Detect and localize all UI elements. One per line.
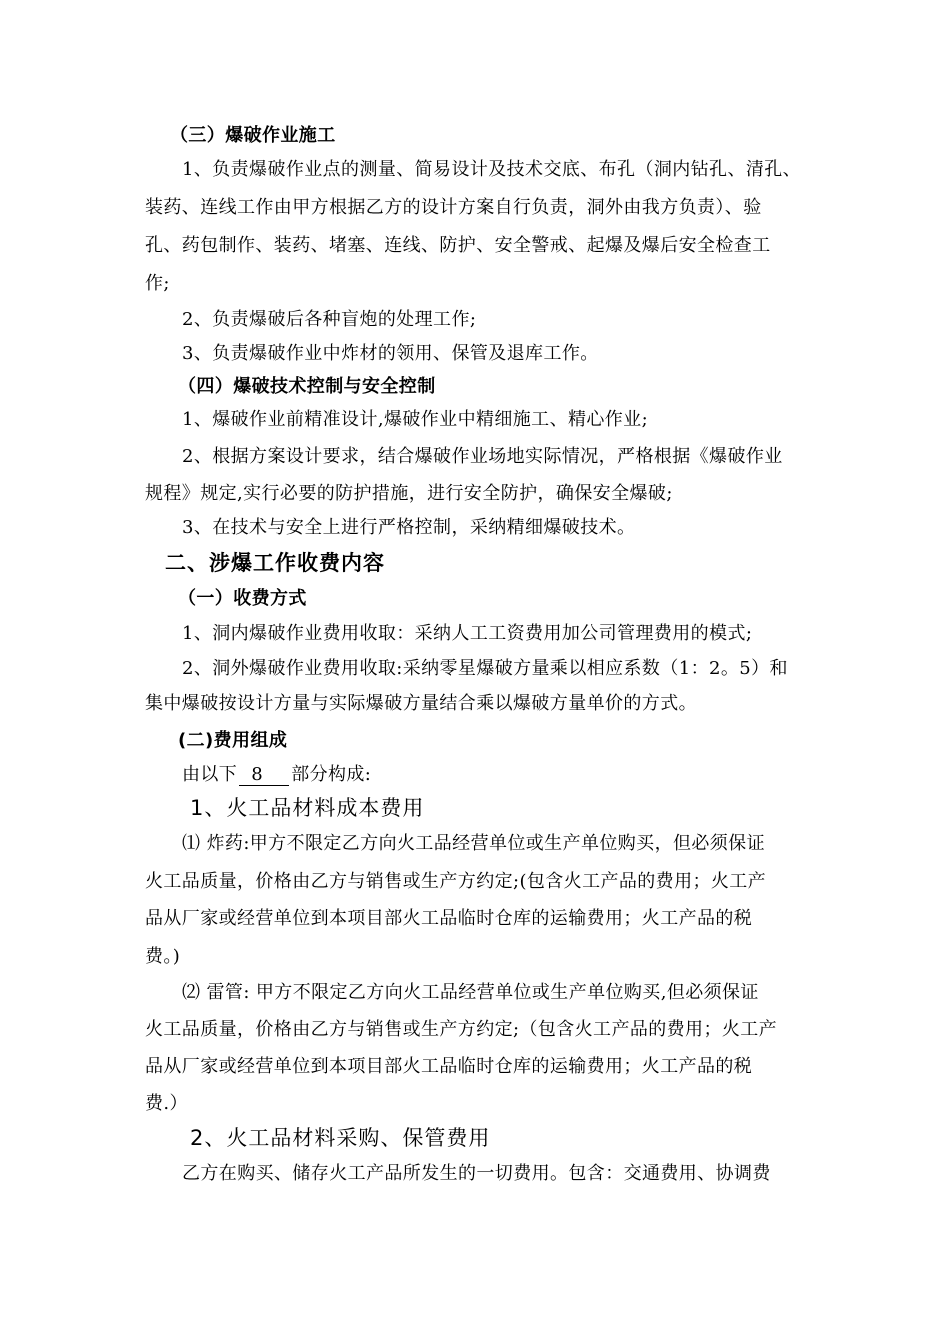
section-3-paragraph-1-line-1: 1、负责爆破作业点的测量、简易设计及技术交底、布孔（洞内钻孔、清孔、: [182, 159, 802, 180]
item-1-b-line-3: 品从厂家或经营单位到本项目部火工品临时仓库的运输费用；火工产品的税: [145, 1056, 753, 1077]
section-3-paragraph-1-line-4: 作;: [145, 273, 170, 294]
item-2-heading: 2、火工品材料采购、保管费用: [190, 1126, 491, 1150]
item-1-a-line-1: ⑴ 炸药:甲方不限定乙方向火工品经营单位或生产单位购买，但必须保证: [182, 833, 765, 854]
section-3-paragraph-2: 2、负责爆破后各种盲炮的处理工作;: [182, 309, 477, 330]
section-3-heading: （三）爆破作业施工: [170, 125, 336, 146]
section-3-paragraph-1-line-3: 孔、药包制作、装药、堵塞、连线、防护、安全警戒、起爆及爆后安全检查工: [145, 235, 771, 256]
fee-method-heading: （一）收费方式: [178, 588, 307, 609]
fee-method-paragraph-2-line-1: 2、洞外爆破作业费用收取:采纳零星爆破方量乘以相应系数（1：2。5）和: [182, 658, 788, 679]
intro-blank-number: 8: [239, 765, 289, 786]
item-1-a-line-4: 费。): [145, 946, 181, 967]
section-4-paragraph-1: 1、爆破作业前精准设计,爆破作业中精细施工、精心作业;: [182, 409, 649, 430]
item-1-b-line-2: 火工品质量，价格由乙方与销售或生产方约定;（包含火工产品的费用；火工产: [145, 1019, 778, 1040]
item-1-b-line-1: ⑵ 雷管: 甲方不限定乙方向火工品经营单位或生产单位购买,但必须保证: [182, 982, 759, 1003]
fee-method-paragraph-1: 1、洞内爆破作业费用收取：采纳人工工资费用加公司管理费用的模式;: [182, 623, 753, 644]
item-1-a-line-3: 品从厂家或经营单位到本项目部火工品临时仓库的运输费用；火工产品的税: [145, 908, 753, 929]
fee-composition-intro: [182, 763, 371, 787]
item-1-b-line-4: 费.）: [145, 1093, 188, 1114]
item-1-heading: 1、火工品材料成本费用: [190, 796, 425, 820]
item-2-paragraph-1: 乙方在购买、储存火工产品所发生的一切费用。包含：交通费用、协调费: [182, 1163, 771, 1184]
section-4-heading: （四）爆破技术控制与安全控制: [178, 376, 436, 397]
section-4-paragraph-2-line-2: 规程》规定,实行必要的防护措施，进行安全防护，确保安全爆破;: [145, 483, 673, 504]
section-4-paragraph-2-line-1: 2、根据方案设计要求，结合爆破作业场地实际情况，严格根据《爆破作业: [182, 446, 783, 467]
fee-composition-heading: (二)费用组成: [178, 730, 288, 751]
intro-text-after: 部分构成:: [291, 764, 372, 785]
section-3-paragraph-1-line-2: 装药、连线工作由甲方根据乙方的设计方案自行负责，洞外由我方负责）、验: [145, 197, 762, 218]
section-4-paragraph-3: 3、在技术与安全上进行严格控制，采纳精细爆破技术。: [182, 517, 636, 538]
chapter-2-heading: 二、涉爆工作收费内容: [165, 551, 385, 575]
item-1-a-line-2: 火工品质量，价格由乙方与销售或生产方约定;(包含火工产品的费用；火工产: [145, 871, 767, 892]
section-3-paragraph-3: 3、负责爆破作业中炸材的领用、保管及退库工作。: [182, 343, 599, 364]
fee-method-paragraph-2-line-2: 集中爆破按设计方量与实际爆破方量结合乘以爆破方量单价的方式。: [145, 693, 697, 714]
intro-text-before: 由以下: [182, 764, 238, 785]
